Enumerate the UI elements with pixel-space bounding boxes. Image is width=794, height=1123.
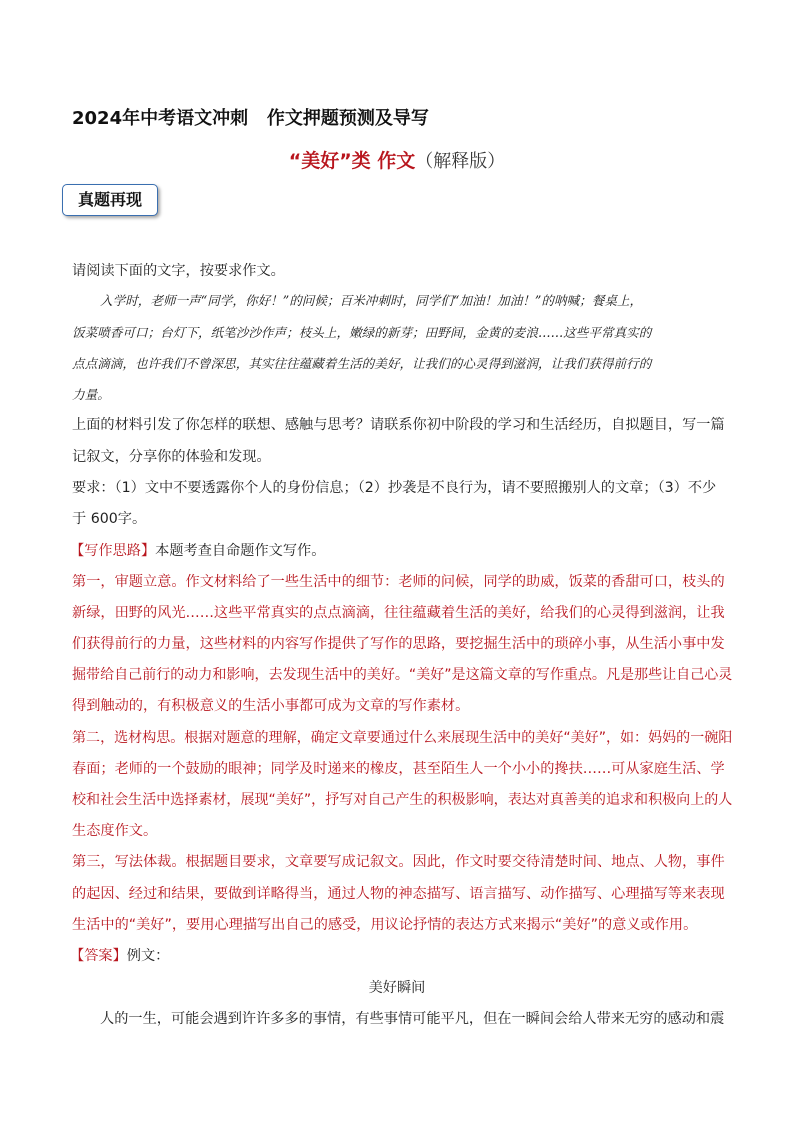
prompt-intro: 请阅读下面的文字，按要求作文。 [72,263,285,279]
analysis-line: 得到触动的，有积极意义的生活小事都可成为文章的写作素材。 [72,698,470,714]
material-line: 力量。 [72,387,110,402]
material-line: 入学时，老师一声“同学，你好！”的问候；百米冲刺时，同学们“加油！加油！”的呐喊；餐桌上， [100,293,643,308]
answer-label-rest: 例文： [126,948,170,964]
analysis-line: 春面；老师的一个鼓励的眼神；同学及时递来的橡皮，甚至陌生人一个小小的搀扶……可从家庭生活、学 [72,761,725,777]
question-line: 上面的材料引发了你怎样的联想、感触与思考？请联系你初中阶段的学习和生活经历，自拟题目，写一篇 [72,417,725,433]
material-line: 饭菜喷香可口；台灯下，纸笔沙沙作声；枝头上，嫩绿的新芽；田野间，金黄的麦浪……这些平常真实的 [72,325,652,340]
section-badge-label: 真题再现 [77,190,142,209]
analysis-line: 第三，写法体裁。根据题目要求，文章要写成记叙文。因此，作文时要交待清楚时间、地点、人物，事件 [72,854,725,870]
analysis-label: 【写作思路】 [70,543,156,559]
analysis-line: 新绿，田野的风光……这些平常真实的点点滴滴，往往蕴藏着生活的美好，给我们的心灵得到滋润，让我 [72,605,725,621]
analysis-line: 第二，选材构思。根据对题意的理解，确定文章要通过什么来展现生活中的美好“美好”，如：妈妈的一碗阳 [72,730,733,746]
answer-label: 【答案】 [70,948,127,964]
requirements-line: 要求：（1）文中不要透露你个人的身份信息；（2）抄袭是不良行为，请不要照搬别人的文章；（3）不少 [72,480,717,496]
subtitle-topic: “美好”类 作文 [288,150,416,172]
requirements-line: 于 600字。 [72,511,147,527]
answer-heading [70,945,169,965]
analysis-line: 生活中的“美好”，要用心理描写出自己的感受，用议论抒情的表达方式来揭示“美好”的意义或作用。 [72,917,698,933]
analysis-line: 的起因、经过和结果，要做到详略得当，通过人物的神态描写、语言描写、动作描写、心理描写等来表现 [72,886,725,902]
document-title: 2024年中考语文冲刺 作文押题预测及导写 [72,108,429,129]
analysis-heading [70,540,325,560]
analysis-line: 校和社会生活中选择素材，展现“美好”，抒写对自己产生的积极影响，表达对真善美的追求和积极向上的人 [72,792,733,808]
material-line: 点点滴滴，也许我们不曾深思，其实往往蕴藏着生活的美好，让我们的心灵得到滋润，让我们获得前行的 [72,356,652,371]
document-subtitle [0,146,794,173]
analysis-line: 掘带给自己前行的动力和影响，去发现生活中的美好。“美好”是这篇文章的写作重点。凡是那些让自己心灵 [72,667,733,683]
analysis-line: 第一，审题立意。作文材料给了一些生活中的细节：老师的问候，同学的助威，饭菜的香甜可口，枝头的 [72,574,725,590]
analysis-line: 们获得前行的力量，这些材料的内容写作提供了写作的思路，要挖掘生活中的琐碎小事，从生活小事中发 [72,636,725,652]
question-line: 记叙文，分享你的体验和发现。 [72,449,271,465]
analysis-line: 生态度作文。 [72,823,158,839]
analysis-label-rest: 本题考查自命题作文写作。 [155,543,326,559]
essay-first-line: 人的一生，可能会遇到许许多多的事情，有些事情可能平凡，但在一瞬间会给人带来无穷的感动和震 [100,1011,725,1027]
essay-title: 美好瞬间 [368,980,426,996]
section-badge [62,184,158,216]
subtitle-version: （解释版） [415,151,506,172]
